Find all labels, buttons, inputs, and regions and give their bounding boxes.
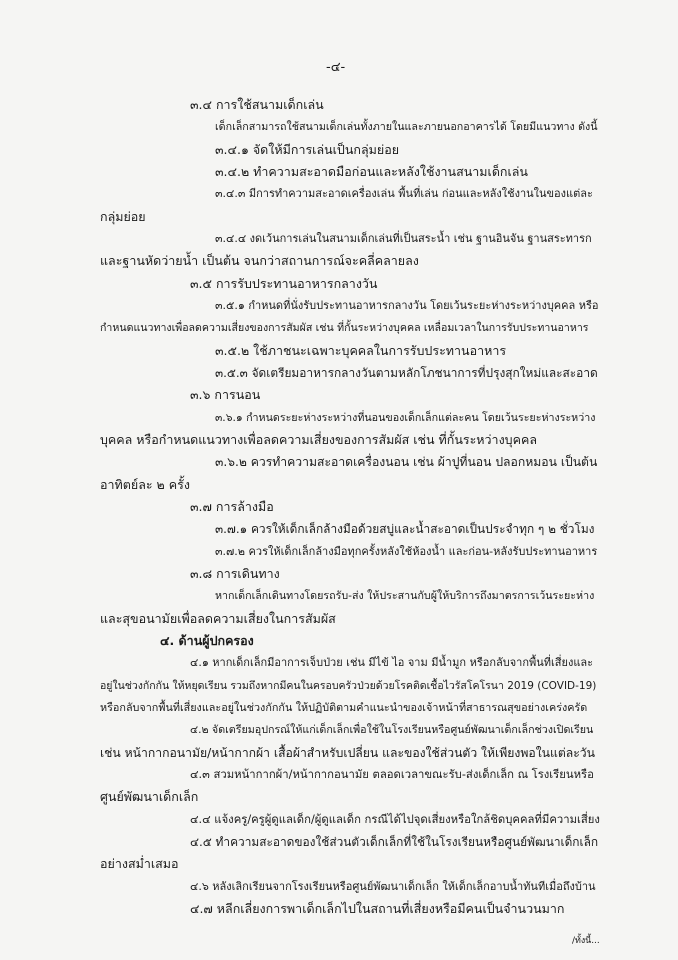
- section-3-5-heading: ๓.๕ การรับประทานอาหารกลางวัน: [190, 276, 378, 291]
- paragraph-line: ๓.๕.๒ ใช้ภาชนะเฉพาะบุคคลในการรับประทานอาหาร: [215, 343, 507, 358]
- paragraph-line: และสุขอนามัยเพื่อลดความเสี่ยงในการสัมผัส: [100, 611, 336, 626]
- paragraph-line: ๓.๗.๑ ควรให้เด็กเล็กล้างมือด้วยสบู่และน้ำสะอาดเป็นประจำทุก ๆ ๒ ชั่วโมง: [215, 522, 595, 536]
- paragraph-line: ๓.๖.๒ ควรทำความสะอาดเครื่องนอน เช่น ผ้าปูที่นอน ปลอกหมอน เป็นต้น: [215, 455, 598, 469]
- paragraph-line: หากเด็กเล็กเดินทางโดยรถรับ-ส่ง ให้ประสานกับผู้ให้บริการถึงมาตรการเว้นระยะห่าง: [215, 589, 595, 602]
- paragraph-line: ๔.๔ แจ้งครู/ครูผู้ดูแลเด็ก/ผู้ดูแลเด็ก กรณีได้ไปจุดเสี่ยงหรือใกล้ชิดบุคคลที่มีความเสี่ยง: [190, 813, 600, 826]
- paragraph-line: เช่น หน้ากากอนามัย/หน้ากากผ้า เสื้อผ้าสำหรับเปลี่ยน และของใช้ส่วนตัว ให้เพียงพอในแต่ละวัน: [100, 746, 595, 760]
- paragraph-line: ๓.๕.๑ กำหนดที่นั่งรับประทานอาหารกลางวัน โดยเว้นระยะห่างระหว่างบุคคล หรือ: [215, 299, 599, 312]
- section-3-4-heading: ๓.๔ การใช้สนามเด็กเล่น: [190, 97, 324, 112]
- paragraph-line: กำหนดแนวทางเพื่อลดความเสี่ยงของการสัมผัส เช่น ที่กั้นระหว่างบุคคล เหลื่อมเวลาในการรับประทานอาหาร: [100, 322, 589, 334]
- section-4-heading: ๔. ด้านผู้ปกครอง: [160, 633, 254, 648]
- page-number: -๔-: [326, 60, 346, 75]
- paragraph-line: ๔.๕ ทำความสะอาดของใช้ส่วนตัวเด็กเล็กที่ใช้ในโรงเรียนหรือศูนย์พัฒนาเด็กเล็ก: [190, 835, 599, 849]
- paragraph-line: ๓.๔.๓ มีการทำความสะอาดเครื่องเล่น พื้นที่เล่น ก่อนและหลังใช้งานในของแต่ละ: [215, 187, 593, 200]
- paragraph-line: ๓.๖.๑ กำหนดระยะห่างระหว่างที่นอนของเด็กเล็กแต่ละคน โดยเว้นระยะห่างระหว่าง: [215, 411, 596, 424]
- paragraph-line: กลุ่มย่อย: [100, 209, 146, 224]
- paragraph-line: และฐานหัดว่ายน้ำ เป็นต้น จนกว่าสถานการณ์จะคลี่คลายลง: [100, 253, 419, 268]
- paragraph-line: หรือกลับจากพื้นที่เสี่ยงและอยู่ในช่วงกักกัน ให้ปฏิบัติตามคำแนะนำของเจ้าหน้าที่สาธารณสุขอย่างเคร่งครัด: [100, 701, 588, 714]
- paragraph-line: ๓.๗.๒ ควรให้เด็กเล็กล้างมือทุกครั้งหลังใช้ห้องน้ำ และก่อน-หลังรับประทานอาหาร: [215, 545, 598, 558]
- paragraph-line: ๓.๔.๒ ทำความสะอาดมือก่อนและหลังใช้งานสนามเด็กเล่น: [215, 164, 528, 179]
- paragraph-line: ๔.๖ หลังเลิกเรียนจากโรงเรียนหรือศูนย์พัฒนาเด็กเล็ก ให้เด็กเล็กอาบน้ำทันทีเมื่อถึงบ้าน: [190, 880, 596, 893]
- paragraph-line: อยู่ในช่วงกักกัน ให้หยุดเรียน รวมถึงหากมีคนในครอบครัวป่วยด้วยโรคติดเชื้อไวรัสโคโรนา 2019 (COVID-19): [100, 680, 597, 692]
- section-3-6-heading: ๓.๖ การนอน: [190, 387, 261, 402]
- paragraph-line: ๔.๗ หลีกเลี่ยงการพาเด็กเล็กไปในสถานที่เสี่ยงหรือมีคนเป็นจำนวนมาก: [190, 901, 565, 916]
- section-3-8-heading: ๓.๘ การเดินทาง: [190, 566, 280, 581]
- paragraph-line: ๔.๓ สวมหน้ากากผ้า/หน้ากากอนามัย ตลอดเวลาขณะรับ-ส่งเด็กเล็ก ณ โรงเรียนหรือ: [190, 768, 594, 781]
- paragraph-line: อย่างสม่ำเสมอ: [100, 856, 179, 871]
- paragraph-line: เด็กเล็กสามารถใช้สนามเด็กเล่นทั้งภายในและภายนอกอาคารได้ โดยมีแนวทาง ดังนี้: [215, 120, 598, 133]
- paragraph-line: ๔.๑ หากเด็กเล็กมีอาการเจ็บป่วย เช่น มีไข้ ไอ จาม มีน้ำมูก หรือกลับจากพื้นที่เสี่ยงและ: [190, 656, 594, 669]
- paragraph-line: บุคคล หรือกำหนดแนวทางเพื่อลดความเสี่ยงของการสัมผัส เช่น ที่กั้นระหว่างบุคคล: [100, 432, 537, 447]
- paragraph-line: ๓.๔.๔ งดเว้นการเล่นในสนามเด็กเล่นที่เป็นสระน้ำ เช่น ฐานอินจัน ฐานสระทารก: [215, 232, 592, 245]
- paragraph-line: ๔.๒ จัดเตรียมอุปกรณ์ให้แก่เด็กเล็กเพื่อใช้ในโรงเรียนหรือศูนย์พัฒนาเด็กเล็กช่วงเปิดเรียน: [190, 723, 594, 736]
- paragraph-line: ศูนย์พัฒนาเด็กเล็ก: [100, 789, 199, 804]
- paragraph-line: อาทิตย์ละ ๒ ครั้ง: [100, 477, 190, 492]
- section-3-7-heading: ๓.๗ การล้างมือ: [190, 499, 274, 514]
- paragraph-line: ๓.๔.๑ จัดให้มีการเล่นเป็นกลุ่มย่อย: [215, 142, 400, 157]
- paragraph-line: ๓.๕.๓ จัดเตรียมอาหารกลางวันตามหลักโภชนาการที่ปรุงสุกใหม่และสะอาด: [215, 366, 598, 380]
- continuation-note: /ทั้งนี้...: [572, 936, 600, 946]
